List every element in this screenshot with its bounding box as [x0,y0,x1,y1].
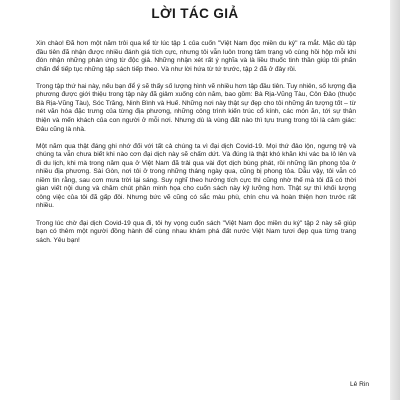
preface-body [36,40,356,254]
author-signature: Lê Rin [350,381,370,388]
paragraph-4: Trong lúc chờ đại dịch Covid-19 qua đi, tôi hy vọng cuốn sách "Việt Nam đọc miền du ký" tập 2 này sẽ giúp bạn có thêm một người đồng hành để cùng nhau khám phá đất nước Việt Nam tươi đẹp qua từng trang sách. Yêu bạn! [36,219,356,244]
page-binding-edge [390,0,400,400]
paragraph-1: Xin chào! Đã hơn một năm trôi qua kể từ lúc tập 1 của cuốn "Việt Nam đọc miền du ký" ra mắt. Mặc dù tập đầu tiên đã nhận được nhiều đánh giá tích cực, nhưng tôi vẫn luôn trong tâm trạng vô cùng hồi hộp mỗi khi đón nhận những phản ứng từ độc giả. Những nhận xét rất ý nghĩa và là liều thuốc tinh thần giúp tôi phấn chấn để tiếp tục những tập sách tiếp theo. Và như lời hứa từ tứ trước, tập 2 đã ở đây rồi. [36,40,356,73]
paragraph-3: Một năm qua thật đáng ghi nhớ đối với tất cả chúng ta vì đại dịch Covid-19. Mọi thứ đảo lộn, ngưng trệ và chúng ta vẫn chưa biết khi nào cơn đại dịch này sẽ chấm dứt. Và đúng là thật khó khăn khi vác ba lô lên và đi du lịch, khi mà trong năm qua ở Việt Nam đã trải qua vài đợt dịch bùng phát, rồi những lần phong tỏa ở nhiều địa phương. Sài Gòn, nơi tôi ở trong những tháng ngày qua, cũng bị phong tỏa. Dẫu vậy, tôi vẫn có niềm tin rằng, sau cơn mưa trời lại sáng. Suy nghĩ theo hướng tích cực thì cũng nhờ thế mà tôi đã có thời gian viết nội dung và chăm chút phần minh họa cho cuốn sách này kỹ lưỡng hơn. Thật sự thì khối lượng công việc của tôi đã gấp đôi. Nhưng bức vẽ cũng có sắc màu phù, chín chu và hoàn thiện hơn trước rất nhiều. [36,142,356,210]
paragraph-2: Trong tập thứ hai này, nếu bạn để ý sẽ thấy số lượng hình vẽ nhiều hơn tập đầu tiên. Tuy nhiên, số lượng địa phương được giới thiệu trong tập này đã giảm xuống còn năm, bao gồm: Bà Rịa-Vũng Tàu, Côn Đảo (thuộc Bà Rịa-Vũng Tàu), Sóc Trăng, Ninh Bình và Huế. Những nơi này thật sự đẹp cho tôi những ấn tượng tốt – từ nét văn hóa đặc trưng của từng địa phương, những công trình kiến trúc cổ kính, các món ăn, tới sự thân thiện và mến khách của con người ở mỗi nơi. Nhưng dù là vùng đất nào thì tựu trung trong tôi là cảm giác: Đâu cũng là nhà. [36,82,356,133]
page-title: LỜI TÁC GIẢ [151,6,239,21]
